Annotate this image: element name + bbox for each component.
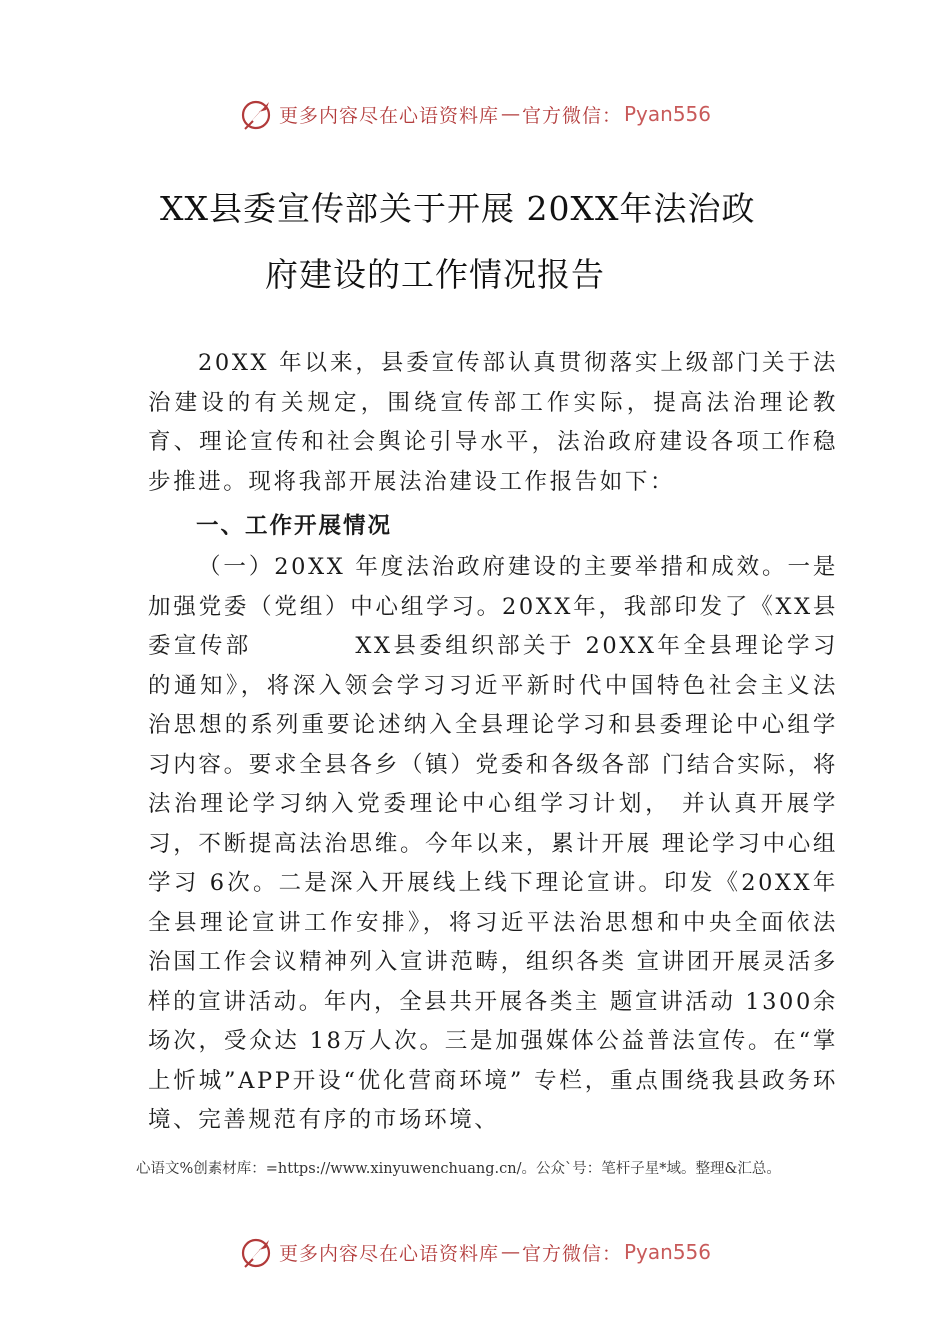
body-paragraph: （一）20XX 年度法治政府建设的主要举措和成效。一是加强党委（党组）中心组学习。20XX年，我部印发了《XX县委宣传部 XX县委组织部关于 20XX年全县理论学习的通知》，将深入领会学习习近平新时代中国特色社会主义法治思想的系列重要论述纳入全县理论学习和县委理论中心组学习内容。要求全县各乡（镇）党委和各级各部 门结合实际，将法治理论学习纳入党委理论中心组学习计划， 并认真开展学习，不断提高法治思维。今年以来，累计开展 理论学习中心组学习 6次。二是深入开展线上线下理论宣讲。印发《20XX年全县理论宣讲工作安排》，将习近平法治思想和中央全面依法治国工作会议精神列入宣讲范畴，组织各类 宣讲团开展灵活多样的宣讲活动。年内，全县共开展各类主 题宣讲活动 1300余场次，受众达 18万人次。三是加强媒体公益普法宣传。在“掌上忻城”APP开设“优化营商环境” 专栏，重点围绕我县政务环境、完善规范有序的市场环境、 xyxy=(148,554,838,1133)
document-title-line1: XX县委宣传部关于开展 20XX年法治政 xyxy=(160,189,756,228)
banner-dash: — xyxy=(500,103,520,125)
footer-banner xyxy=(0,1230,950,1274)
banner-wechat-id: Pyan556 xyxy=(624,102,712,126)
section-heading: 一、工作开展情况 xyxy=(196,513,393,539)
banner-dash: — xyxy=(500,1241,520,1263)
banner-official-label: 官方微信： xyxy=(521,1242,622,1265)
quill-logo-icon xyxy=(239,1234,275,1270)
banner-wechat-id: Pyan556 xyxy=(624,1240,712,1264)
document-title-line2: 府建设的工作情况报告 xyxy=(265,255,605,294)
banner-text: 更多内容尽在心语资料库 xyxy=(278,104,499,127)
header-banner xyxy=(0,92,950,136)
source-footnote: 心语文%创素材库：=https://www.xinyuwenchuang.cn/。公众`号：笔杆子星*域。整理&汇总。 xyxy=(136,1161,781,1177)
banner-official-label: 官方微信： xyxy=(521,104,622,127)
banner-text: 更多内容尽在心语资料库 xyxy=(278,1242,499,1265)
intro-paragraph: 20XX 年以来，县委宣传部认真贯彻落实上级部门关于法治建设的有关规定，围绕宣传部工作实际，提高法治理论教育、理论宣传和社会舆论引导水平，法治政府建设各项工作稳步推进。现将我部开展法治建设工作报告如下： xyxy=(148,350,838,495)
quill-logo-icon xyxy=(239,96,275,132)
